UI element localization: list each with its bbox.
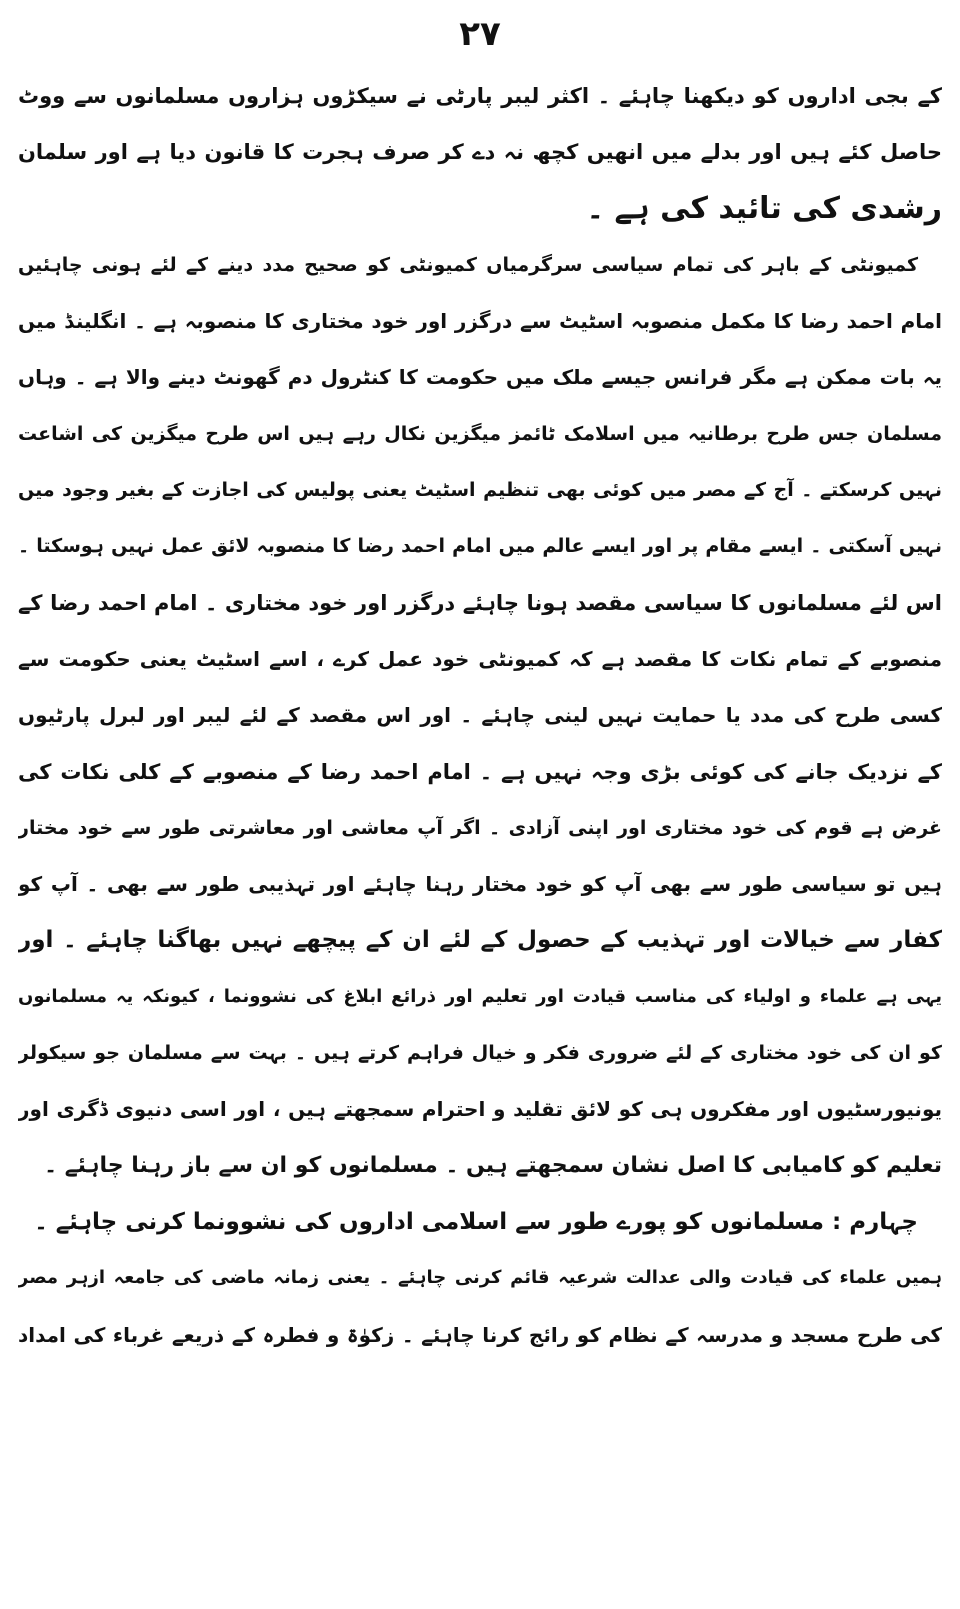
text-line: رشدی کی تائید کی ہے ۔ <box>586 190 942 226</box>
page-number: ۲۷ <box>459 14 501 54</box>
text-line: نہیں آسکتی ۔ ایسے مقام پر اور ایسے عالم میں امام احمد رضا کا منصوبہ لائق عمل نہیں ہوسکتا ۔ <box>18 535 942 558</box>
text-line: مسلمان جس طرح برطانیہ میں اسلامک ٹائمز میگزین نکال رہے ہیں اس طرح میگزین کی اشاعت <box>18 422 942 445</box>
text-line: حاصل کئے ہیں اور بدلے میں انھیں کچھ نہ دے کر صرف ہجرت کا قانون دیا ہے اور سلمان <box>18 140 942 165</box>
text-line: منصوبے کے تمام نکات کا مقصد ہے کہ کمیونٹی خود عمل کرے ، اسے اسٹیٹ یعنی حکومت سے <box>18 646 942 671</box>
text-line: نہیں کرسکتے ۔ آج کے مصر میں کوئی بھی تنظیم اسٹیٹ یعنی پولیس کی اجازت کے بغیر وجود میں <box>18 479 942 502</box>
section-heading-line: چہارم : مسلمانوں کو پورے طور سے اسلامی اداروں کی نشوونما کرنی چاہئے ۔ <box>34 1208 918 1235</box>
body-text <box>18 68 942 1363</box>
text-line: یہی ہے علماء و اولیاء کی مناسب قیادت اور تعلیم اور ذرائع ابلاغ کی نشوونما ، کیونکہ یہ مسلمانوں <box>18 985 942 1007</box>
text-line: کی طرح مسجد و مدرسہ کے نظام کو رائج کرنا چاہئے ۔ زکوٰۃ و فطرہ کے ذریعے غرباء کی امداد <box>18 1322 942 1347</box>
text-line: غرض ہے قوم کی خود مختاری اور اپنی آزادی ۔ اگر آپ معاشی اور معاشرتی طور سے خود مختار <box>18 816 942 839</box>
text-line: ہیں تو سیاسی طور سے بھی آپ کو خود مختار رہنا چاہئے اور تہذیبی طور سے بھی ۔ آپ کو <box>18 872 942 897</box>
text-line: یونیورسٹیوں اور مفکروں ہی کو لائق تقلید و احترام سمجھتے ہیں ، اور اسی دنیوی ڈگری اور <box>18 1097 942 1122</box>
text-line: کمیونٹی کے باہر کی تمام سیاسی سرگرمیاں کمیونٹی کو صحیح مدد دینے کے لئے ہونی چاہئیں <box>18 253 918 276</box>
text-line: یہ بات ممکن ہے مگر فرانس جیسے ملک میں حکومت کا کنٹرول دم گھونٹ دینے والا ہے ۔ وہاں <box>18 365 942 390</box>
text-line: کسی طرح کی مدد یا حمایت نہیں لینی چاہئے ۔ اور اس مقصد کے لئے لیبر اور لبرل پارٹیوں <box>18 703 942 728</box>
text-line: تعلیم کو کامیابی کا اصل نشان سمجھتے ہیں ۔ مسلمانوں کو ان سے باز رہنا چاہئے ۔ <box>44 1152 942 1178</box>
text-line: کفار سے خیالات اور تہذیب کے حصول کے لئے ان کے پیچھے نہیں بھاگنا چاہئے ۔ اور <box>18 927 942 954</box>
text-line: امام احمد رضا کا مکمل منصوبہ اسٹیٹ سے درگزر اور خود مختاری کا منصوبہ ہے ۔ انگلینڈ میں <box>18 309 942 334</box>
text-line: کے نزدیک جانے کی کوئی بڑی وجہ نہیں ہے ۔ امام احمد رضا کے منصوبے کے کلی نکات کی <box>18 759 942 784</box>
text-line: اس لئے مسلمانوں کا سیاسی مقصد ہونا چاہئے درگزر اور خود مختاری ۔ امام احمد رضا کے <box>18 590 942 615</box>
text-line: ہمیں علماء کی قیادت والی عدالت شرعیہ قائم کرنی چاہئے ۔ یعنی زمانہ ماضی کی جامعہ ازہر مصر <box>18 1267 942 1289</box>
text-line: کے بجی اداروں کو دیکھنا چاہئے ۔ اکثر لیبر پارٹی نے سیکڑوں ہزاروں مسلمانوں سے ووٹ <box>18 84 942 108</box>
text-line: کو ان کی خود مختاری کے لئے ضروری فکر و خیال فراہم کرتے ہیں ۔ بہت سے مسلمان جو سیکولر <box>18 1042 942 1065</box>
